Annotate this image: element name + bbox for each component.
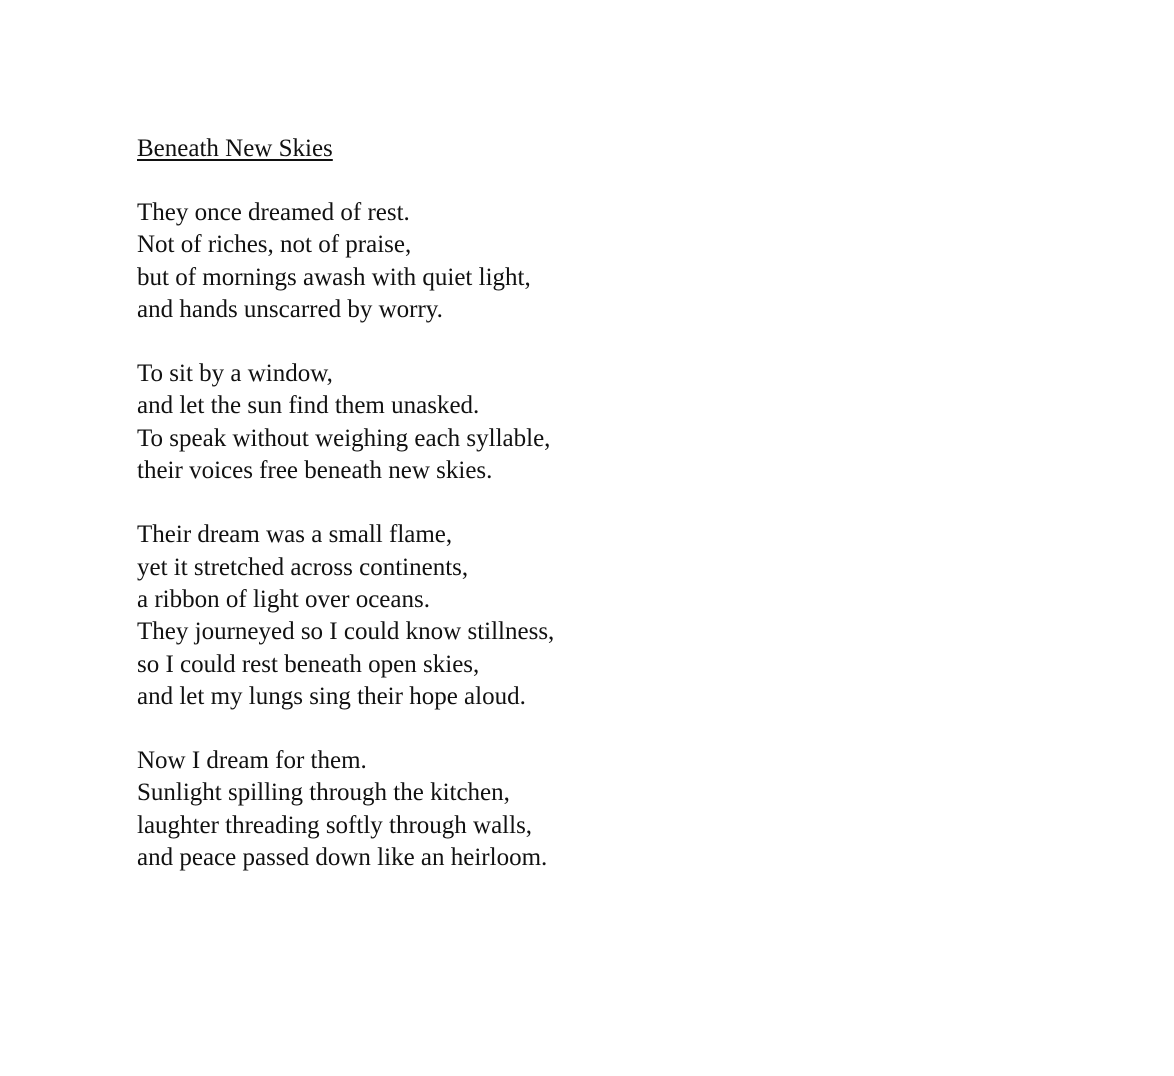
poem-line: Sunlight spilling through the kitchen,: [137, 779, 510, 807]
poem-line: Now I dream for them.: [137, 747, 367, 775]
poem-line: yet it stretched across continents,: [137, 553, 469, 581]
poem-line: Not of riches, not of praise,: [137, 231, 412, 259]
stanza-3: [137, 519, 1037, 713]
poem-line: and peace passed down like an heirloom.: [137, 844, 548, 872]
poem-line: laughter threading softly through walls,: [137, 811, 533, 839]
poem-line: Their dream was a small flame,: [137, 521, 453, 549]
poem-page: [137, 133, 1037, 874]
poem-line: They journeyed so I could know stillness,: [137, 618, 555, 646]
poem-line: To sit by a window,: [137, 360, 333, 388]
poem-line: their voices free beneath new skies.: [137, 457, 493, 485]
poem-line: To speak without weighing each syllable,: [137, 424, 551, 452]
stanza-2: [137, 358, 1037, 487]
poem-line: They once dreamed of rest.: [137, 199, 410, 226]
poem-line: so I could rest beneath open skies,: [137, 650, 480, 678]
poem-line: but of mornings awash with quiet light,: [137, 263, 531, 291]
stanza-4: [137, 745, 1037, 874]
poem-line: and hands unscarred by worry.: [137, 295, 443, 323]
poem-line: a ribbon of light over oceans.: [137, 585, 430, 613]
poem-title: Beneath New Skies: [137, 135, 333, 162]
poem-line: and let my lungs sing their hope aloud.: [137, 682, 526, 710]
poem-line: and let the sun find them unasked.: [137, 392, 480, 420]
stanza-1: [137, 197, 1037, 326]
